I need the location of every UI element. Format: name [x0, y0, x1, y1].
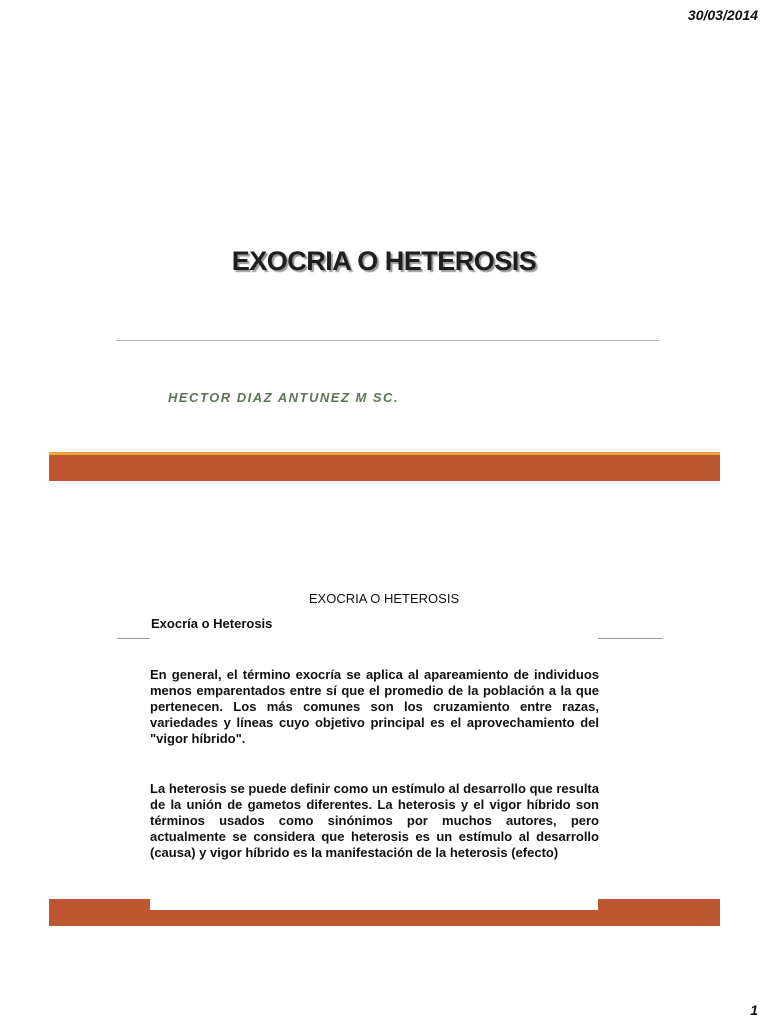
slide-heading: EXOCRIA O HETEROSIS	[308, 591, 460, 606]
body-paragraph: La heterosis se puede definir como un estímulo al desarrollo que resulta de la unión de gametos diferentes. La heterosis y el vigor híbrido son términos usados como sinónimos por muchos autores, pero actualmente se considera que heterosis es un estímulo al desarrollo (causa) y vigor híbrido es la manifestación de la heterosis (efecto)	[150, 781, 599, 860]
subtitle-rule-right	[598, 638, 663, 639]
band-highlight-line	[49, 452, 720, 455]
document-date: 30/03/2014	[687, 7, 758, 23]
slide-footer-band	[49, 899, 720, 926]
title-divider	[116, 340, 659, 341]
slide-footer-band	[49, 452, 720, 481]
band-notch	[150, 899, 598, 910]
slide-title: EXOCRIA O HETEROSIS	[231, 246, 537, 276]
page-number: 1	[750, 1002, 758, 1018]
author-name: HECTOR DIAZ ANTUNEZ M SC.	[168, 390, 400, 405]
body-paragraph: En general, el término exocría se aplica al apareamiento de individuos menos emparentados entre sí que el promedio de la población a la que pertenecen. Los más comunes son los cruzamiento entre razas, variedades y líneas cuyo objetivo principal es el aprovechamiento del "vigor híbrido".	[150, 667, 599, 746]
slide-subtitle: Exocría o Heterosis	[151, 616, 273, 631]
subtitle-rule-left	[117, 638, 150, 639]
